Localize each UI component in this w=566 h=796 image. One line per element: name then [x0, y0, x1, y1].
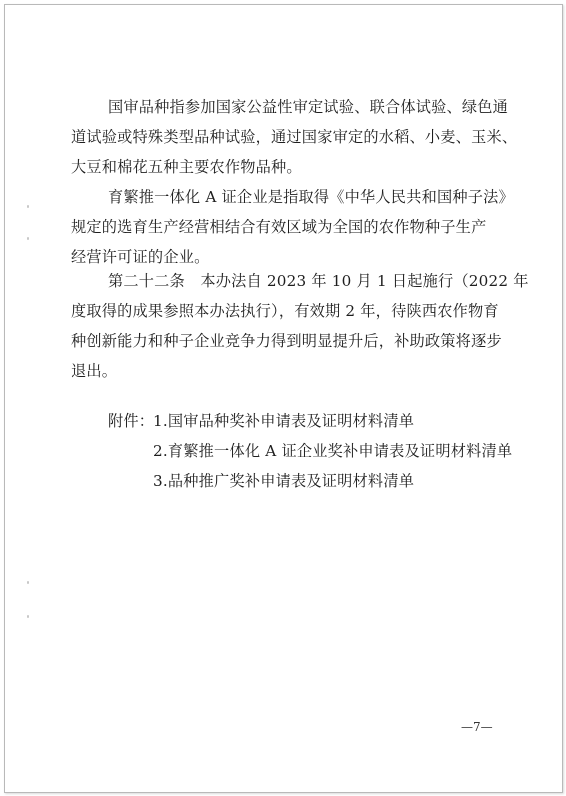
paragraph-2-line-1: 育繁推一体化 A 证企业是指取得《中华人民共和国种子法》 [108, 188, 514, 206]
scan-speck [27, 581, 29, 584]
document-page [4, 4, 563, 793]
paragraph-2-line-2: 规定的选育生产经营相结合有效区域为全国的农作物种子生产 [71, 218, 487, 236]
scan-speck [27, 237, 29, 240]
scan-speck [27, 615, 29, 618]
paragraph-1-line-1: 国审品种指参加国家公益性审定试验、联合体试验、绿色通 [108, 98, 509, 116]
article-22-line-1: 第二十二条 本办法自 2023 年 10 月 1 日起施行（2022 年 [108, 272, 529, 290]
attachment-item-2: 2.育繁推一体化 A 证企业奖补申请表及证明材料清单 [153, 442, 513, 460]
article-22-line-2: 度取得的成果参照本办法执行），有效期 2 年，待陕西农作物育 [71, 302, 499, 320]
attachment-item-1: 1.国审品种奖补申请表及证明材料清单 [153, 412, 415, 430]
paragraph-1-line-3: 大豆和棉花五种主要农作物品种。 [71, 158, 302, 176]
article-22-line-3: 种创新能力和种子企业竞争力得到明显提升后，补助政策将逐步 [71, 332, 502, 350]
page-number: —7— [461, 720, 493, 734]
article-22-line-4: 退出。 [71, 362, 118, 380]
attachments-label: 附件： [108, 412, 155, 430]
attachment-item-3: 3.品种推广奖补申请表及证明材料清单 [153, 472, 415, 490]
paragraph-2-line-3: 经营许可证的企业。 [71, 248, 210, 266]
paragraph-1-line-2: 道试验或特殊类型品种试验，通过国家审定的水稻、小麦、玉米、 [71, 128, 518, 146]
scan-speck [27, 205, 29, 208]
